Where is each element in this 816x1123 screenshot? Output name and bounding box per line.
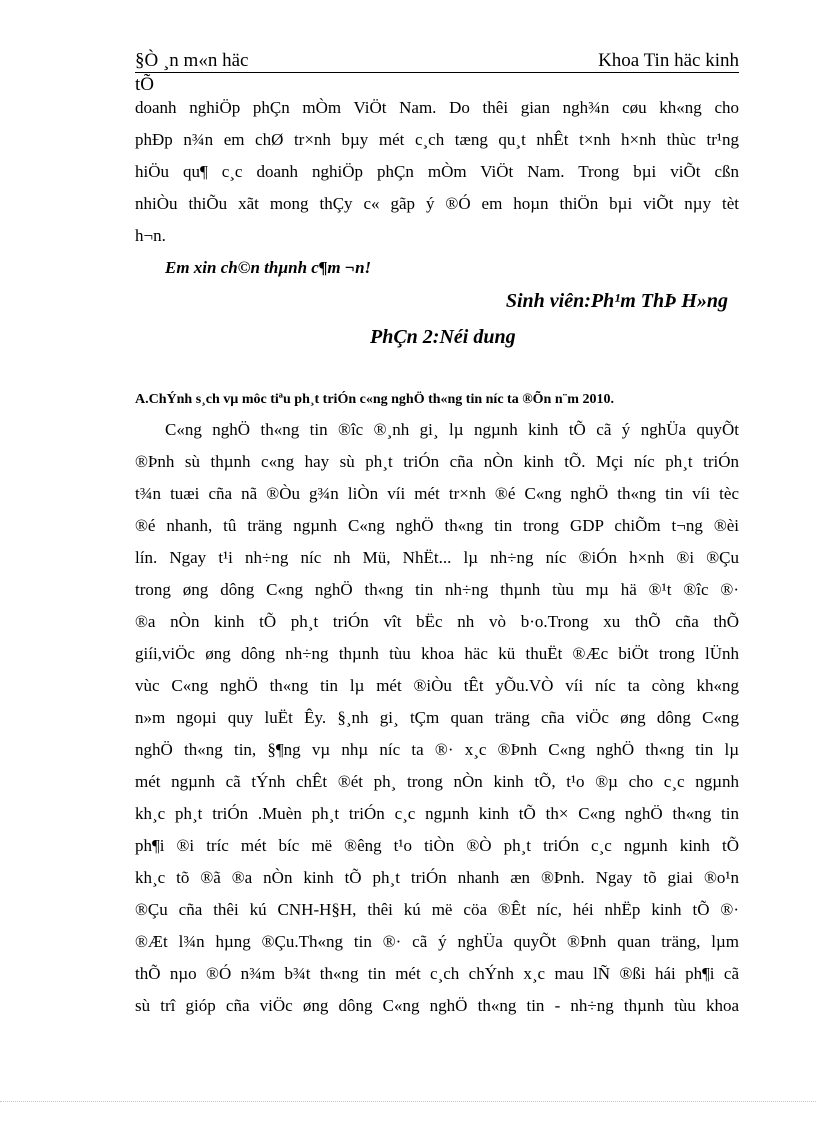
header-continuation: tÕ (135, 74, 154, 95)
main-line: mét ngµnh cã tÝnh chÊt ®ét ph¸ trong nÒn kinh tÕ, t¹o ®µ cho c¸c ngµnh (135, 772, 739, 791)
main-line: ®a nÒn kinh tÕ ph¸t triÓn vît bËc nh vò b·o.Trong xu thÕ cña thÕ (135, 612, 739, 631)
main-line: n»m ngoµi quy luËt Êy. §¸nh gi¸ tÇm quan träng cña viÖc øng dông C«ng (135, 708, 739, 727)
main-line: C«ng nghÖ th«ng tin ®îc ®¸nh gi¸ lµ ngµnh kinh tÕ cã ý nghÜa quyÕt (165, 420, 739, 439)
intro-paragraph (135, 92, 739, 252)
main-line: kh¸c ph¸t triÓn .Muèn ph¸t triÓn c¸c ngµnh kinh tÕ th× C«ng nghÖ th«ng tin (135, 804, 739, 823)
main-line: giíi,viÖc øng dông nh÷ng thµnh tùu khoa häc kü thuËt ®Æc biÖt trong lÜnh (135, 644, 739, 663)
main-line: lín. Ngay t¹i nh÷ng níc nh Mü, NhËt... lµ nh÷ng níc ®iÓn h×nh ®i ®Çu (135, 548, 739, 567)
main-line: ®Æt l¾n hµng ®Çu.Th«ng tin ®· cã ý nghÜa quyÕt ®Þnh quan träng, lµm (135, 932, 739, 951)
main-line: sù trî gióp cña viÖc øng dông C«ng nghÖ th«ng tin - nh÷ng thµnh tùu khoa (135, 996, 739, 1015)
intro-line: h¬n. (135, 226, 166, 245)
thanks-line: Em xin ch©n thµnh c¶m ¬n! (165, 258, 372, 277)
header-left-text: §Ò ¸n m«n häc (135, 50, 249, 71)
main-line: t¾n tuæi cña nã ®Òu g¾n liÒn víi mét tr×nh ®é C«ng nghÖ th«ng tin víi tèc (135, 484, 739, 503)
part-title: PhÇn 2:Néi dung (370, 326, 516, 348)
main-line: nghÖ th«ng tin, §¶ng vµ nhµ níc ta ®· x¸c ®Þnh C«ng nghÖ th«ng tin lµ (135, 740, 739, 759)
page-header (135, 48, 739, 73)
student-signature: Sinh viên:Ph¹m ThÞ H»ng (505, 290, 728, 312)
main-paragraph (135, 414, 739, 1022)
main-line: ®Þnh sù thµnh c«ng hay sù ph¸t triÓn cña nÒn kinh tÕ. Mçi níc ph¸t triÓn (135, 452, 739, 471)
main-line: ®Çu cña thêi kú CNH-H§H, thêi kú më cöa ®Êt níc, héi nhËp kinh tÕ ®· (135, 900, 739, 919)
intro-line: hiÖu qu¶ c¸c doanh nghiÖp phÇn mÒm ViÖt Nam. Trong bµi viÕt cßn (135, 162, 739, 181)
intro-line: doanh nghiÖp phÇn mÒm ViÖt Nam. Do thêi gian ngh¾n cøu kh«ng cho (135, 98, 739, 117)
main-line: ph¶i ®i tríc mét bíc më ®êng t¹o tiÒn ®Ò ph¸t triÓn c¸c ngµnh kinh tÕ (135, 836, 739, 855)
section-title: A.ChÝnh s¸ch vµ môc tiªu ph¸t triÓn c«ng nghÖ th«ng tin níc ta ®Õn n¨m 2010. (135, 392, 614, 407)
intro-line: nhiÒu thiÕu xãt mong thÇy c« gãp ý ®Ó em hoµn thiÖn bµi viÕt nµy tèt (135, 194, 739, 213)
intro-line: phÐp n¾n em chØ tr×nh bµy mét c¸ch tæng qu¸t nhÊt t×nh h×nh thùc tr¹ng (135, 130, 739, 149)
header-right-text: Khoa Tin häc kinh (598, 50, 739, 71)
page-bottom-rule (0, 1101, 816, 1102)
main-line: ®é nhanh, tû träng ngµnh C«ng nghÖ th«ng tin trong GDP chiÕm t¬ng ®èi (135, 516, 739, 535)
main-line: thÕ nµo ®Ó n¾m b¾t th«ng tin mét c¸ch chÝnh x¸c mau lÑ ®ßi hái ph¶i cã (135, 964, 739, 983)
main-line: vùc C«ng nghÖ th«ng tin lµ mét ®iÒu tÊt yÕu.VÒ víi níc ta còng kh«ng (135, 676, 739, 695)
main-line: trong øng dông C«ng nghÖ th«ng tin nh÷ng thµnh tùu mµ hä ®¹t ®îc ®· (135, 580, 739, 599)
main-line: kh¸c tõ ®ã ®a nÒn kinh tÕ ph¸t triÓn nhanh æn ®Þnh. Ngay tõ giai ®o¹n (135, 868, 739, 887)
